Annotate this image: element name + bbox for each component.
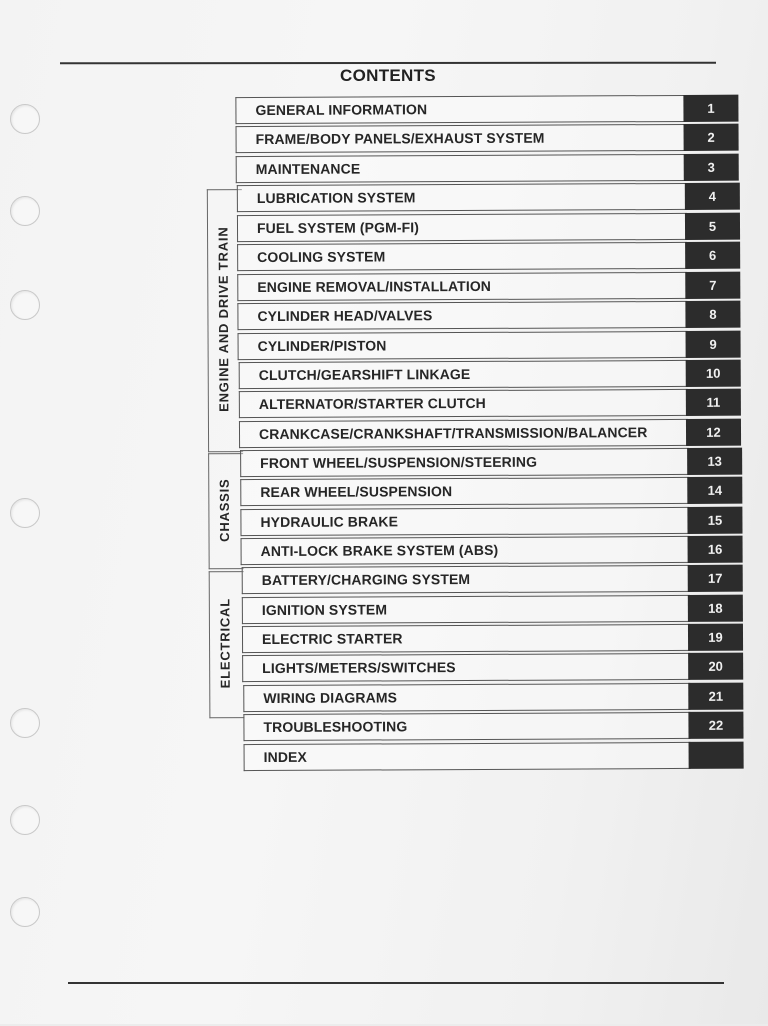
chapter-number-tab: 10 (686, 360, 741, 387)
toc-row[interactable] (236, 124, 739, 153)
toc-entry-title: HYDRAULIC BRAKE (260, 513, 399, 531)
toc-entry-title: IGNITION SYSTEM (261, 601, 388, 619)
chapter-number-tab: 8 (685, 301, 740, 328)
chapter-number-tab: 21 (688, 683, 743, 710)
chapter-number-tab: 9 (686, 331, 741, 358)
chapter-number-tab: 7 (685, 272, 740, 299)
toc-entry-title: LUBRICATION SYSTEM (256, 189, 416, 207)
section-label-engine: ENGINE AND DRIVE TRAIN (215, 226, 232, 412)
chapter-number-tab: 18 (688, 595, 743, 622)
chapter-number-tab: 19 (688, 624, 743, 651)
chapter-number-tab: 22 (688, 712, 743, 739)
toc-entry-title: CRANKCASE/CRANKSHAFT/TRANSMISSION/BALANCER (258, 424, 648, 443)
toc-row[interactable] (242, 653, 741, 682)
toc-row[interactable] (239, 419, 740, 448)
chapter-number-tab: 4 (685, 183, 740, 210)
chapter-number-tab: 20 (688, 653, 743, 680)
toc-entry-title: COOLING SYSTEM (257, 248, 386, 266)
toc-row[interactable] (240, 448, 740, 477)
chapter-number-tab: 15 (687, 507, 742, 534)
toc-row[interactable] (241, 536, 741, 565)
chapter-number-tab: 14 (687, 477, 742, 504)
toc-entry-title: INDEX (263, 748, 307, 766)
toc-entry-title: CLUTCH/GEARSHIFT LINKAGE (258, 365, 471, 384)
toc-row[interactable] (237, 213, 739, 242)
section-label-electrical: ELECTRICAL (217, 597, 233, 689)
toc-row[interactable] (242, 624, 741, 653)
toc-entry-title: TROUBLESHOOTING (263, 718, 408, 736)
toc-row[interactable] (237, 272, 739, 301)
toc-row[interactable] (236, 154, 739, 183)
toc-entry-title: GENERAL INFORMATION (255, 101, 428, 119)
toc-row[interactable] (239, 360, 740, 389)
toc-row[interactable] (243, 712, 741, 741)
toc-row[interactable] (244, 742, 742, 771)
toc-row[interactable] (237, 183, 739, 212)
toc-entry-title: ALTERNATOR/STARTER CLUTCH (258, 394, 486, 413)
chapter-number-tab: 2 (684, 124, 739, 151)
toc-entry-title: FUEL SYSTEM (PGM-FI) (256, 219, 420, 237)
toc-entry-title: ELECTRIC STARTER (261, 630, 403, 648)
toc-row-frame (244, 742, 691, 771)
toc-row[interactable] (239, 389, 740, 418)
toc-entry-title: ANTI-LOCK BRAKE SYSTEM (ABS) (260, 541, 499, 560)
section-label-chassis: CHASSIS (216, 478, 233, 542)
page-title: CONTENTS (340, 66, 436, 85)
toc-entry-title: FRONT WHEEL/SUSPENSION/STEERING (260, 453, 538, 472)
toc-row[interactable] (238, 331, 740, 360)
toc-row[interactable] (237, 301, 739, 330)
toc-row[interactable] (235, 95, 738, 124)
chapter-number-tab (689, 742, 744, 769)
chapter-number-tab: 16 (688, 536, 743, 563)
toc-row[interactable] (242, 595, 741, 624)
toc-entry-title: CYLINDER/PISTON (257, 337, 387, 355)
toc-entry-title: WIRING DIAGRAMS (263, 689, 398, 707)
chapter-number-tab: 5 (685, 213, 740, 240)
toc-row[interactable] (240, 507, 740, 536)
toc-entry-title: MAINTENANCE (255, 160, 361, 178)
chapter-number-tab: 12 (686, 419, 741, 446)
chapter-number-tab: 1 (683, 95, 738, 122)
toc-row[interactable] (237, 242, 739, 271)
toc-entry-title: BATTERY/CHARGING SYSTEM (261, 571, 471, 589)
chapter-number-tab: 17 (688, 565, 743, 592)
toc-row[interactable] (240, 477, 740, 506)
toc-entry-title: FRAME/BODY PANELS/EXHAUST SYSTEM (255, 129, 545, 148)
toc-row[interactable] (242, 565, 741, 594)
toc-entry-title: LIGHTS/METERS/SWITCHES (262, 659, 456, 677)
chapter-number-tab: 11 (686, 389, 741, 416)
toc-entry-title: REAR WHEEL/SUSPENSION (260, 483, 453, 501)
chapter-number-tab: 3 (684, 154, 739, 181)
toc-entry-title: ENGINE REMOVAL/INSTALLATION (257, 277, 492, 296)
toc-entry-title: CYLINDER HEAD/VALVES (257, 307, 433, 325)
chapter-number-tab: 6 (685, 242, 740, 269)
chapter-number-tab: 13 (687, 448, 742, 475)
toc-row[interactable] (243, 683, 741, 712)
